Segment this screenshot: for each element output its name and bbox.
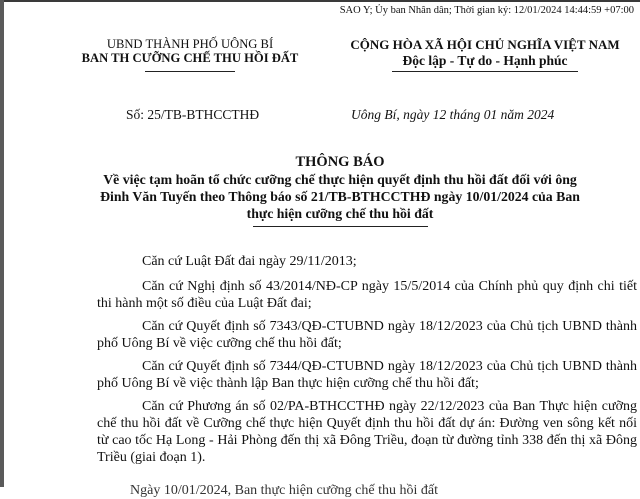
title-underline bbox=[253, 226, 428, 227]
place-and-date: Uông Bí, ngày 12 tháng 01 năm 2024 bbox=[351, 107, 555, 122]
legal-basis-paragraph: Căn cứ Quyết định số 7344/QĐ-CTUBND ngày 18/12/2023 của Chủ tịch UBND thành phố Uông Bí về việc thành lập Ban thực hiện cưỡng chế thu hồi đất; bbox=[97, 359, 637, 391]
issuing-agency-header bbox=[60, 37, 320, 72]
document-title: THÔNG BÁO bbox=[295, 154, 385, 170]
page-left-edge bbox=[0, 0, 4, 487]
document-number: Số: 25/TB-BTHCCTHĐ bbox=[126, 107, 260, 122]
cut-off-text-line: Ngày 10/01/2024, Ban thực hiện cưỡng chế thu hồi đất bbox=[130, 483, 438, 498]
legal-basis-paragraph: Căn cứ Phương án số 02/PA-BTHCCTHĐ ngày 22/12/2023 của Ban Thực hiện cưỡng chế thu hồi đất về Cưỡng chế thực hiện Quyết định thu hồi đất dự án: Đường ven sông kết nối từ cao tốc Hạ Long - Hải Phòng đến thị xã Đông Triều, đoạn từ đường tỉnh 338 đến thị xã Đông Triều (giai đoạn 1). bbox=[97, 399, 637, 465]
digital-signature-stamp: SAO Y; Ủy ban Nhân dân; Thời gian ký: 12/01/2024 14:44:59 +07:00 bbox=[339, 5, 634, 16]
document-body bbox=[97, 253, 637, 472]
national-motto-header bbox=[330, 37, 640, 72]
agency-name: BAN TH CƯỠNG CHẾ THU HỒI ĐẤT bbox=[81, 51, 299, 65]
legal-basis-paragraph: Căn cứ Quyết định số 7343/QĐ-CTUBND ngày 18/12/2023 của Chủ tịch UBND thành phố Uông Bí về việc cưỡng chế thu hồi đất; bbox=[97, 319, 637, 351]
document-subtitle: Về việc tạm hoãn tổ chức cưỡng chế thực hiện quyết định thu hồi đất đối với ông Đinh Văn Tuyến theo Thông báo số 21/TB-BTHCCTHĐ ngày 10/01/2024 của Ban thực hiện cưỡng chế thu hồi đất bbox=[100, 172, 580, 221]
agency-underline bbox=[145, 71, 235, 72]
motto-underline bbox=[392, 71, 578, 72]
document-title-block bbox=[90, 154, 590, 227]
agency-parent: UBND THÀNH PHỐ UÔNG BÍ bbox=[106, 37, 274, 51]
motto: Độc lập - Tự do - Hạnh phúc bbox=[402, 53, 568, 68]
legal-basis-paragraph: Căn cứ Nghị định số 43/2014/NĐ-CP ngày 15/5/2014 của Chính phủ quy định chi tiết thi hành một số điều của Luật Đất đai; bbox=[97, 279, 637, 311]
country-name: CỘNG HÒA XÃ HỘI CHỦ NGHĨA VIỆT NAM bbox=[350, 37, 620, 52]
page-top-edge bbox=[4, 0, 640, 2]
legal-basis-paragraph: Căn cứ Luật Đất đai ngày 29/11/2013; bbox=[142, 254, 357, 269]
